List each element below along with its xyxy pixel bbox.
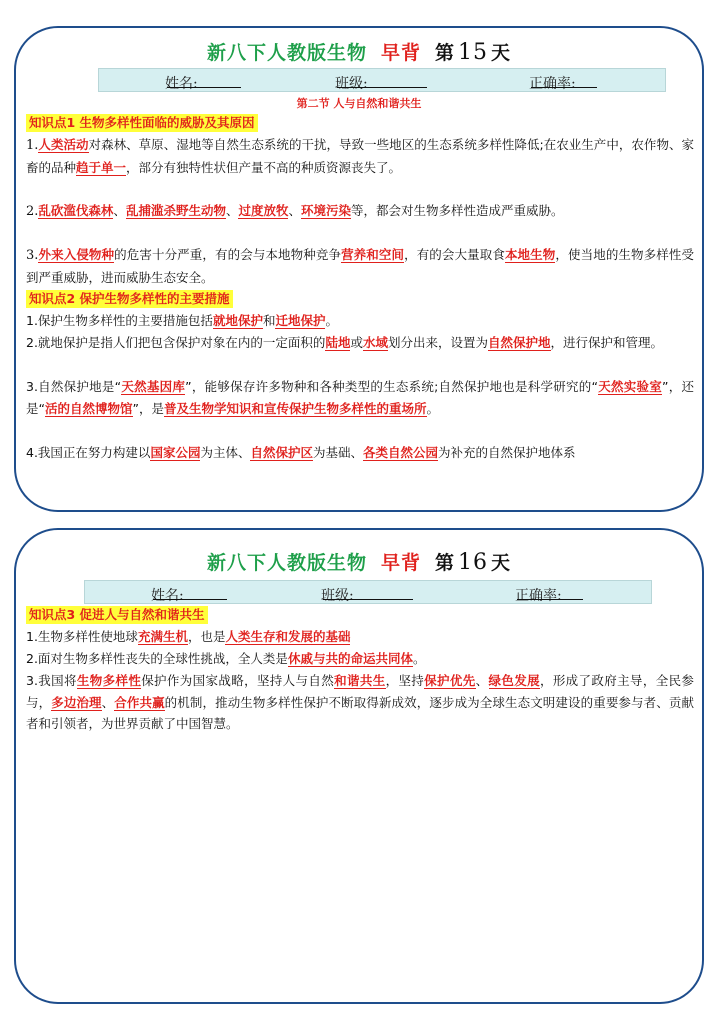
body-text: ，也是 <box>187 629 226 644</box>
body-text: 1.生物多样性使地球 <box>26 629 138 644</box>
key-term: 和谐共生 <box>334 673 386 688</box>
body-text: 为补充的自然保护地体系 <box>438 445 576 460</box>
body-text: 3.我国将 <box>26 673 77 688</box>
section-heading: 第二节 人与自然和谐共生 <box>296 97 422 110</box>
day15-card <box>14 26 704 512</box>
body-text: 、 <box>225 203 239 218</box>
body-text: 的机制，推动生物多样性保护不断取得新成效，逐步成为全球生态文明建设的重要参与者、贡献者和引领者，为世界贡献了中国智慧。 <box>26 694 694 731</box>
body-text: 、 <box>113 203 126 218</box>
knowledge-point-3: 知识点3 促进人与自然和谐共生 <box>26 606 208 624</box>
item-number: 1. <box>26 138 39 153</box>
body-text: 为基础、 <box>312 445 363 460</box>
name-label: 姓名: <box>165 76 198 92</box>
body-text: 1.保护生物多样性的主要措施包括 <box>26 313 213 328</box>
kp2-item-1 <box>26 310 694 332</box>
course-title: 新八下人教版生物 <box>206 42 367 64</box>
body-text: ，形成了政府主导，全民参与， <box>26 673 694 710</box>
key-term: 普及生物学知识和宣传保护生物多样性的重场所 <box>163 400 427 416</box>
body-text: ”，是 <box>132 400 164 416</box>
name-label: 姓名: <box>151 588 184 604</box>
student-info-bar <box>98 68 666 92</box>
key-term: 国家公园 <box>150 445 201 460</box>
body-text: 。 <box>325 313 338 328</box>
key-term: 合作共赢 <box>114 694 165 710</box>
class-label: 班级: <box>321 588 354 604</box>
key-term: 自然保护区 <box>250 445 313 460</box>
key-term: 绿色发展 <box>488 673 540 688</box>
key-term: 各类自然公园 <box>363 445 439 460</box>
course-title: 新八下人教版生物 <box>206 552 367 574</box>
key-term: 生物多样性 <box>76 673 142 688</box>
day-suffix: 天 <box>491 552 512 574</box>
knowledge-point-1: 知识点1 生物多样性面临的威胁及其原因 <box>26 114 258 132</box>
body-text: 、 <box>101 694 115 710</box>
key-term: 水域 <box>362 335 388 350</box>
day15-title <box>16 38 702 65</box>
knowledge-point-2: 知识点2 保护生物多样性的主要措施 <box>26 290 233 308</box>
morning-recite-label: 早背 <box>380 42 421 64</box>
body-text: 、 <box>288 203 301 218</box>
accuracy-field[interactable] <box>517 585 583 600</box>
body-text: 为主体、 <box>200 445 251 460</box>
class-label: 班级: <box>335 76 368 92</box>
key-term: 保护优先 <box>424 673 476 688</box>
key-term: 活的自然博物馆 <box>44 400 133 416</box>
kp1-item-3 <box>26 244 694 288</box>
key-term: 天然基因库 <box>121 379 186 394</box>
body-text: ，使当地的生物多样性受到严重威胁，进而威胁生态安全。 <box>26 247 694 285</box>
body-text: 3.自然保护地是“ <box>26 379 122 394</box>
kp2-item-3 <box>26 376 694 419</box>
body-text: 、 <box>475 673 489 688</box>
day-number: 16 <box>458 550 489 575</box>
day-prefix: 第 <box>435 42 456 64</box>
body-text: 4.我国正在努力构建以 <box>26 445 151 460</box>
body-text: ”，还是“ <box>26 379 694 416</box>
student-info-bar <box>84 580 652 604</box>
body-text: ”，能够保存许多物种和各种类型的生态系统;自然保护地也是科学研究的“ <box>185 379 598 394</box>
kp1-item-1 <box>26 134 694 178</box>
body-text: 等，都会对生物多样性造成严重威胁。 <box>351 203 564 218</box>
key-term: 休戚与共的命运共同体 <box>287 651 413 666</box>
key-term: 迁地保护 <box>275 313 326 328</box>
accuracy-label: 正确率: <box>529 76 576 92</box>
key-term: 过度放牧 <box>238 203 289 218</box>
body-text: ，部分有独特性状但产量不高的种质资源丧失了。 <box>126 159 402 175</box>
key-term: 乱捕滥杀野生动物 <box>125 203 226 218</box>
kp3-item-3 <box>26 670 694 735</box>
day-number: 15 <box>458 40 489 65</box>
accuracy-label: 正确率: <box>515 588 562 604</box>
key-term: 趋于单一 <box>76 159 127 175</box>
morning-recite-label: 早背 <box>380 552 421 574</box>
day16-card <box>14 528 704 1004</box>
name-field[interactable] <box>167 73 241 88</box>
key-term: 充满生机 <box>137 629 188 644</box>
body-text: 和 <box>262 313 276 328</box>
key-term: 人类生存和发展的基础 <box>225 629 351 644</box>
body-text: ，坚持 <box>385 673 425 688</box>
kp1-item-2 <box>26 200 694 223</box>
key-term: 外来入侵物种 <box>38 247 115 262</box>
accuracy-field[interactable] <box>531 73 597 88</box>
item-number: 3. <box>26 248 39 263</box>
body-text: ，有的会大量取食 <box>404 247 505 262</box>
body-text: 。 <box>412 651 426 666</box>
kp2-item-2 <box>26 332 694 354</box>
body-text: 的危害十分严重，有的会与本地物种竞争 <box>114 247 342 262</box>
name-field[interactable] <box>153 585 227 600</box>
body-text: 2.面对生物多样性丧失的全球性挑战，全人类是 <box>26 651 288 666</box>
day-prefix: 第 <box>435 552 456 574</box>
key-term: 天然实验室 <box>598 379 662 394</box>
key-term: 陆地 <box>325 335 351 350</box>
key-term: 就地保护 <box>212 313 263 328</box>
body-text: 保护作为国家战略，坚持人与自然 <box>141 673 335 688</box>
body-text: 或 <box>350 335 363 350</box>
class-field[interactable] <box>323 585 413 600</box>
day16-title <box>16 548 702 575</box>
body-text: ，进行保护和管理。 <box>550 335 664 350</box>
class-field[interactable] <box>337 73 427 88</box>
body-text: 2.就地保护是指人们把包含保护对象在内的一定面积的 <box>26 335 326 350</box>
day-suffix: 天 <box>491 42 512 64</box>
key-term: 环境污染 <box>301 203 352 218</box>
body-text: 对森林、草原、湿地等自然生态系统的干扰，导致一些地区的生态系统多样性降低;在农业生产中，农作物、家畜的品种 <box>26 137 694 175</box>
key-term: 自然保护地 <box>488 335 551 350</box>
key-term: 乱砍滥伐森林 <box>38 203 114 218</box>
kp2-item-4 <box>26 442 694 464</box>
key-term: 本地生物 <box>504 247 556 262</box>
body-text: 。 <box>426 400 440 416</box>
key-term: 多边治理 <box>51 694 102 710</box>
key-term: 营养和空间 <box>341 247 405 262</box>
kp3-item-1 <box>26 626 694 648</box>
item-number: 2. <box>26 204 39 219</box>
key-term: 人类活动 <box>38 137 89 152</box>
body-text: 划分出来，设置为 <box>387 335 488 350</box>
kp3-item-2 <box>26 648 694 670</box>
